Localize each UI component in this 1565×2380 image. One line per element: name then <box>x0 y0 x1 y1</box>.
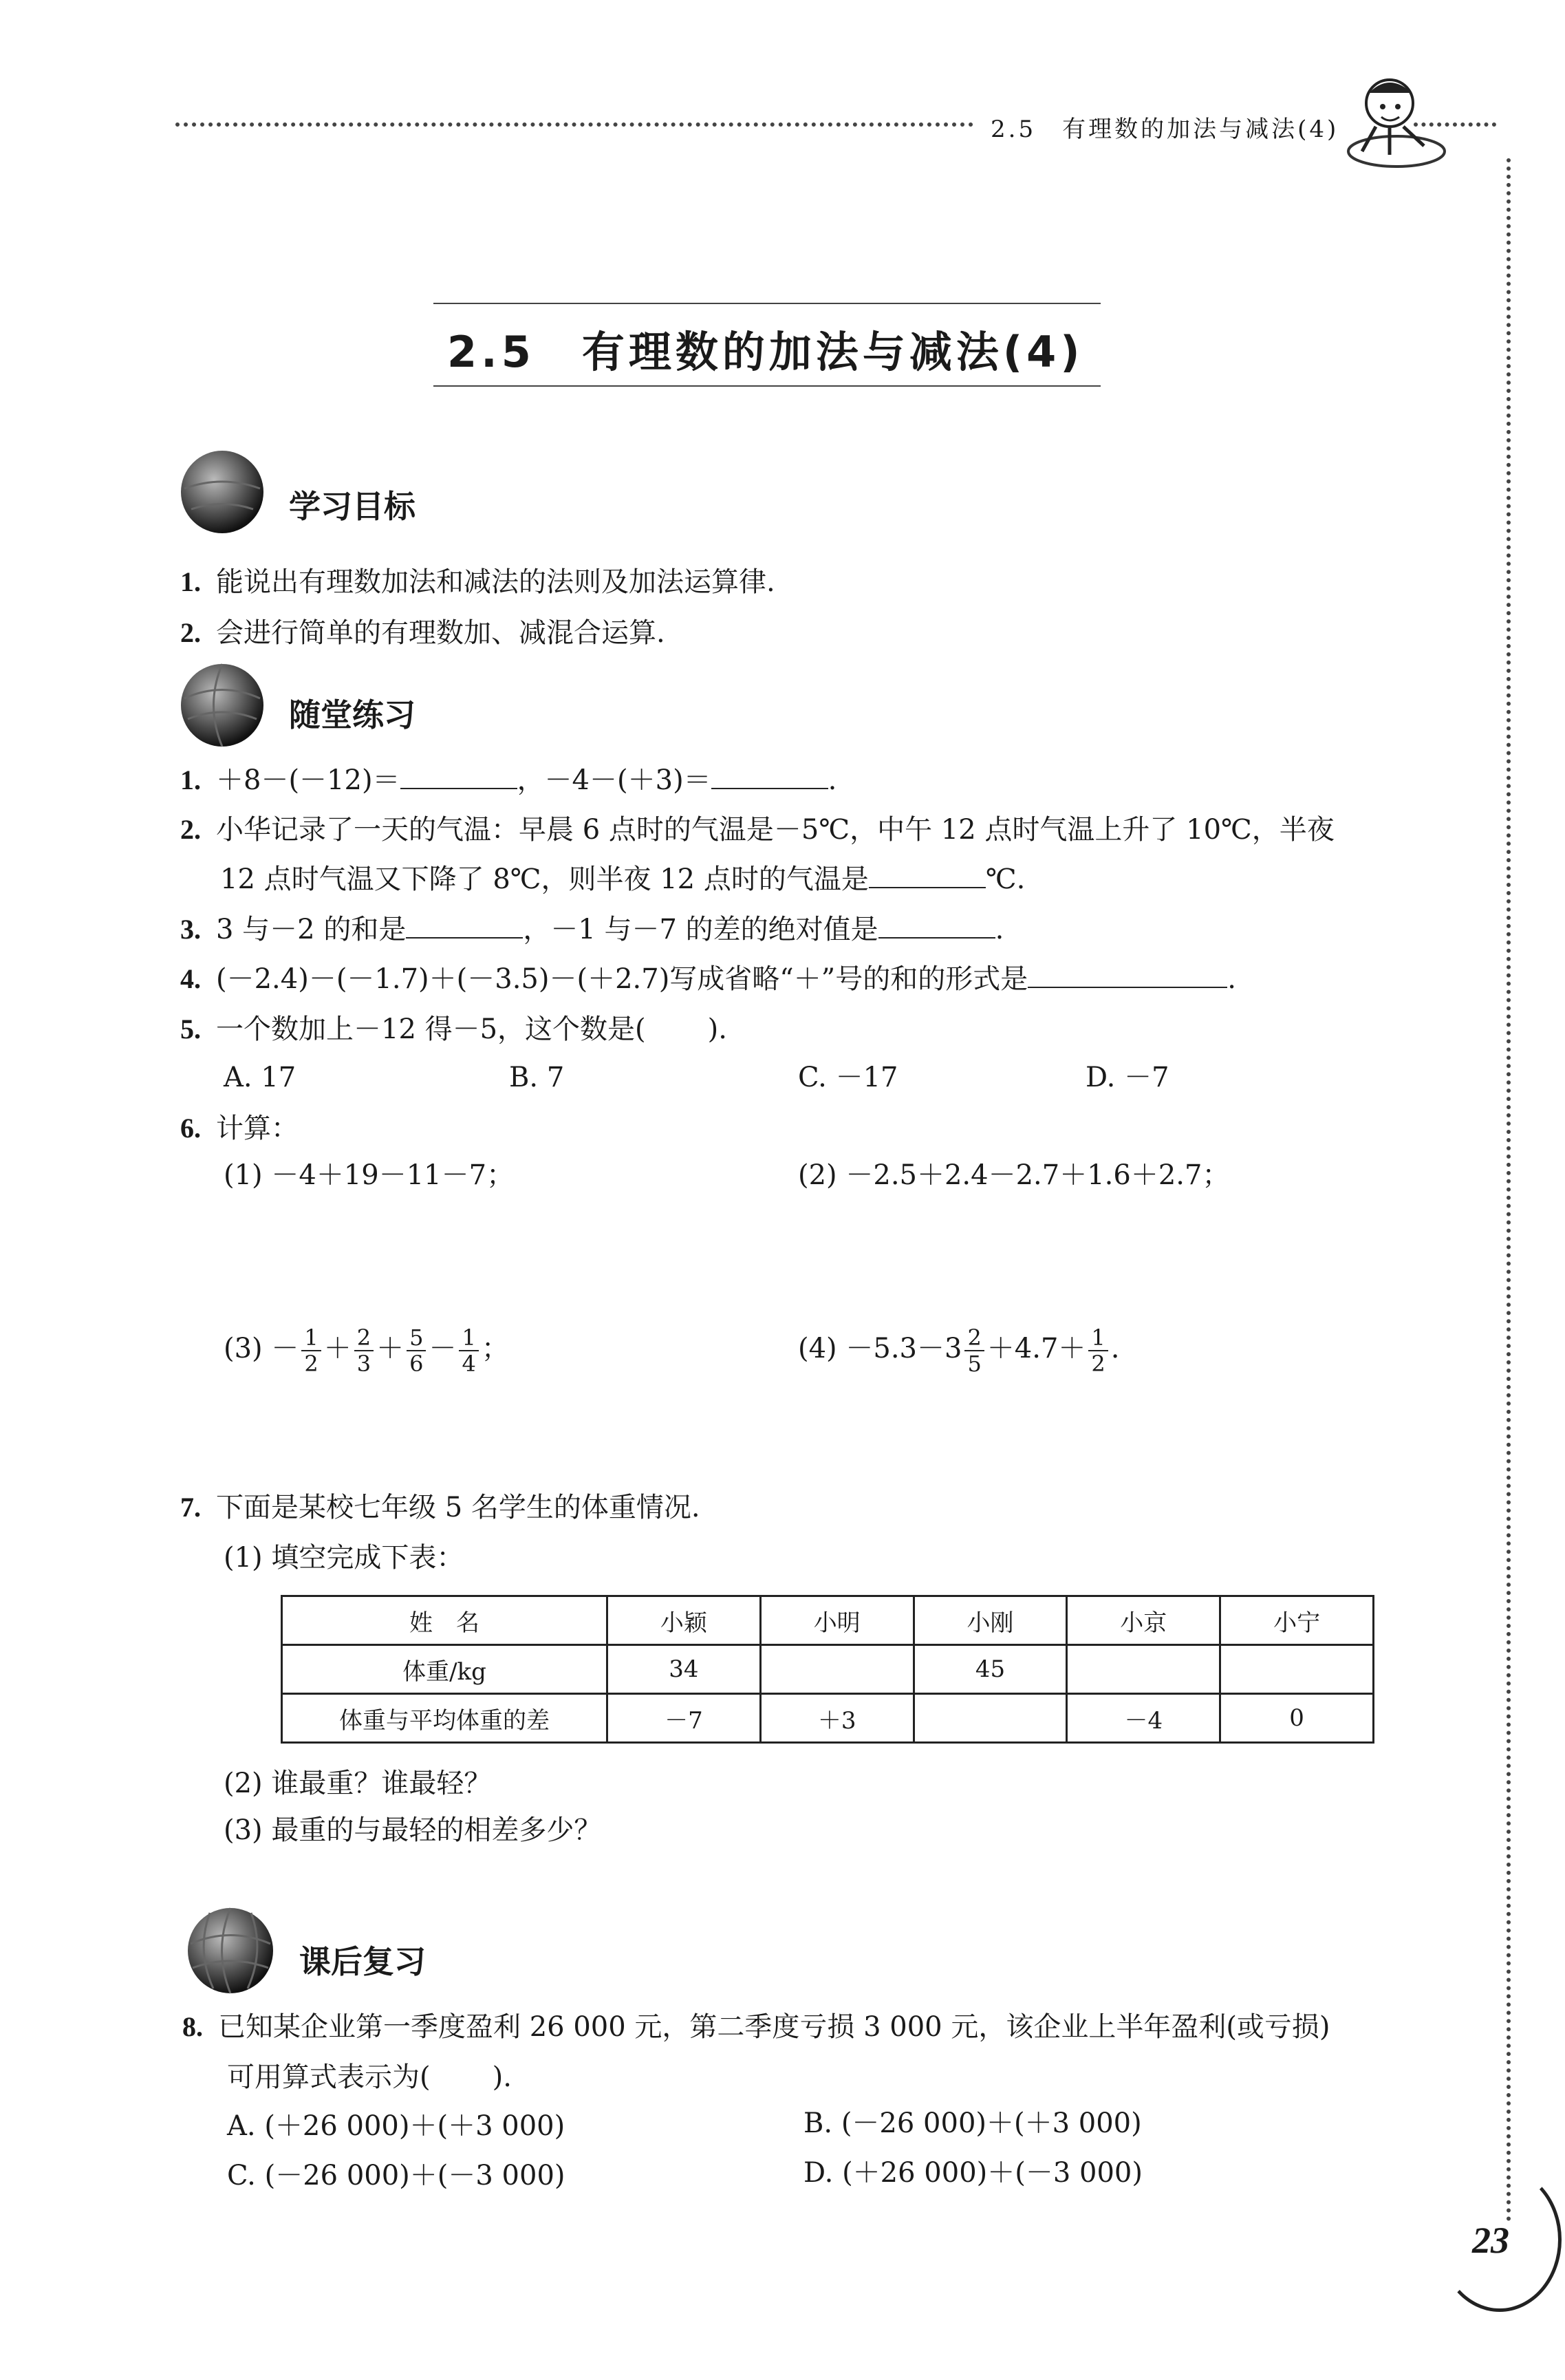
table-cell: 0 <box>1220 1694 1374 1743</box>
table-header-row <box>282 1596 1374 1645</box>
question-7-sub1: (1) 填空完成下表： <box>224 1542 464 1574</box>
answer-blank[interactable] <box>711 763 828 789</box>
question-7: 7. 下面是某校七年级 5 名学生的体重情况. <box>180 1492 700 1523</box>
option-b[interactable]: B. (－26 000)＋(＋3 000) <box>803 2108 1142 2139</box>
option-d[interactable]: D. －7 <box>1086 1062 1169 1093</box>
goal-item: 2. 会进行简单的有理数加、减混合运算. <box>180 617 665 649</box>
section-title-review: 课后复习 <box>299 1943 426 1980</box>
table-cell: －4 <box>1067 1694 1220 1743</box>
question-4: 4. (－2.4)－(－1.7)＋(－3.5)－(＋2.7)写成省略“＋”号的和的形式是 . <box>180 963 1236 995</box>
table-header-cell: 姓 名 <box>282 1596 607 1645</box>
table-header-cell: 小宁 <box>1220 1596 1374 1645</box>
fraction: $\frac{5}{6}$ <box>407 1325 426 1376</box>
weight-table <box>281 1595 1374 1744</box>
table-cell: ＋3 <box>760 1694 914 1743</box>
table-cell[interactable] <box>1067 1645 1220 1694</box>
mascot-icon <box>1335 69 1458 179</box>
question-6-part1: (1) －4＋19－11－7； <box>224 1159 515 1191</box>
table-cell: 45 <box>914 1645 1067 1694</box>
table-cell: 34 <box>607 1645 761 1694</box>
table-cell[interactable] <box>760 1645 914 1694</box>
goal-item: 1. 能说出有理数加法和减法的法则及加法运算律. <box>180 566 775 598</box>
question-1: 1. ＋8－(－12)＝ ，－4－(＋3)＝ . <box>180 764 837 796</box>
table-row <box>282 1694 1374 1743</box>
option-c[interactable]: C. (－26 000)＋(－3 000) <box>227 2160 565 2191</box>
option-d[interactable]: D. (＋26 000)＋(－3 000) <box>803 2157 1143 2189</box>
fraction: $\frac{2}{3}$ <box>354 1325 374 1376</box>
globe-icon <box>182 1902 279 1999</box>
table-cell: 体重/kg <box>282 1645 607 1694</box>
option-b[interactable]: B. 7 <box>509 1062 565 1093</box>
fraction: $\frac{2}{5}$ <box>964 1325 984 1376</box>
fraction: $\frac{1}{2}$ <box>1088 1325 1108 1376</box>
question-3: 3. 3 与－2 的和是 ，－1 与－7 的差的绝对值是 . <box>180 914 1004 945</box>
question-8-line1: 8. 已知某企业第一季度盈利 26 000 元，第二季度亏损 3 000 元，该企业上半年盈利(或亏损) <box>182 2011 1330 2043</box>
table-header-cell: 小刚 <box>914 1596 1067 1645</box>
table-cell[interactable] <box>1220 1645 1374 1694</box>
page-number: 23 <box>1472 2220 1509 2261</box>
table-header-cell: 小明 <box>760 1596 914 1645</box>
question-7-sub2: (2) 谁最重？谁最轻？ <box>224 1768 492 1799</box>
fraction: $\frac{1}{2}$ <box>301 1325 321 1376</box>
running-title: 2.5 有理数的加法与减法(4) <box>991 116 1339 143</box>
answer-blank[interactable] <box>878 912 995 939</box>
question-2-line2: 12 点时气温又下降了 8℃，则半夜 12 点时的气温是 ℃. <box>220 864 1026 895</box>
question-8-line2: 可用算式表示为( ). <box>227 2061 512 2093</box>
globe-icon <box>177 447 267 537</box>
table-header-cell: 小颖 <box>607 1596 761 1645</box>
fraction: $\frac{1}{4}$ <box>459 1325 478 1376</box>
right-dotted-border <box>1507 158 1511 2222</box>
table-cell: －7 <box>607 1694 761 1743</box>
table-cell[interactable] <box>914 1694 1067 1743</box>
page-title: 2.5 有理数的加法与减法(4) <box>447 327 1084 377</box>
header-dotted-rule <box>175 122 973 127</box>
question-5: 5. 一个数加上－12 得－5，这个数是( ). <box>180 1014 727 1045</box>
section-title-practice: 随堂练习 <box>289 696 415 733</box>
answer-blank[interactable] <box>1028 962 1227 988</box>
option-c[interactable]: C. －17 <box>798 1062 898 1093</box>
answer-blank[interactable] <box>400 763 517 789</box>
option-a[interactable]: A. 17 <box>224 1062 296 1093</box>
option-a[interactable]: A. (＋26 000)＋(＋3 000) <box>227 2110 565 2142</box>
section-title-goals: 学习目标 <box>289 488 415 525</box>
answer-blank[interactable] <box>869 862 986 888</box>
question-6-part4: (4) －5.3－3 $\frac{2}{5}$ ＋4.7＋ $\frac{1}{2}$ . <box>798 1325 1120 1377</box>
answer-blank[interactable] <box>406 912 523 939</box>
table-header-cell: 小京 <box>1067 1596 1220 1645</box>
question-6: 6. 计算： <box>180 1113 299 1144</box>
question-7-sub3: (3) 最重的与最轻的相差多少？ <box>224 1814 602 1846</box>
globe-icon <box>177 661 267 750</box>
question-2-line1: 2. 小华记录了一天的气温：早晨 6 点时的气温是－5℃，中午 12 点时气温上升了 10℃，半夜 <box>180 814 1335 846</box>
question-6-part3: (3) － $\frac{1}{2}$ ＋ $\frac{2}{3}$ ＋ $\frac{5}{6}$ － $\frac{1}{4}$ ； <box>224 1325 509 1377</box>
question-6-part2: (2) －2.5＋2.4－2.7＋1.6＋2.7； <box>798 1159 1230 1191</box>
table-row <box>282 1645 1374 1694</box>
table-cell: 体重与平均体重的差 <box>282 1694 607 1743</box>
